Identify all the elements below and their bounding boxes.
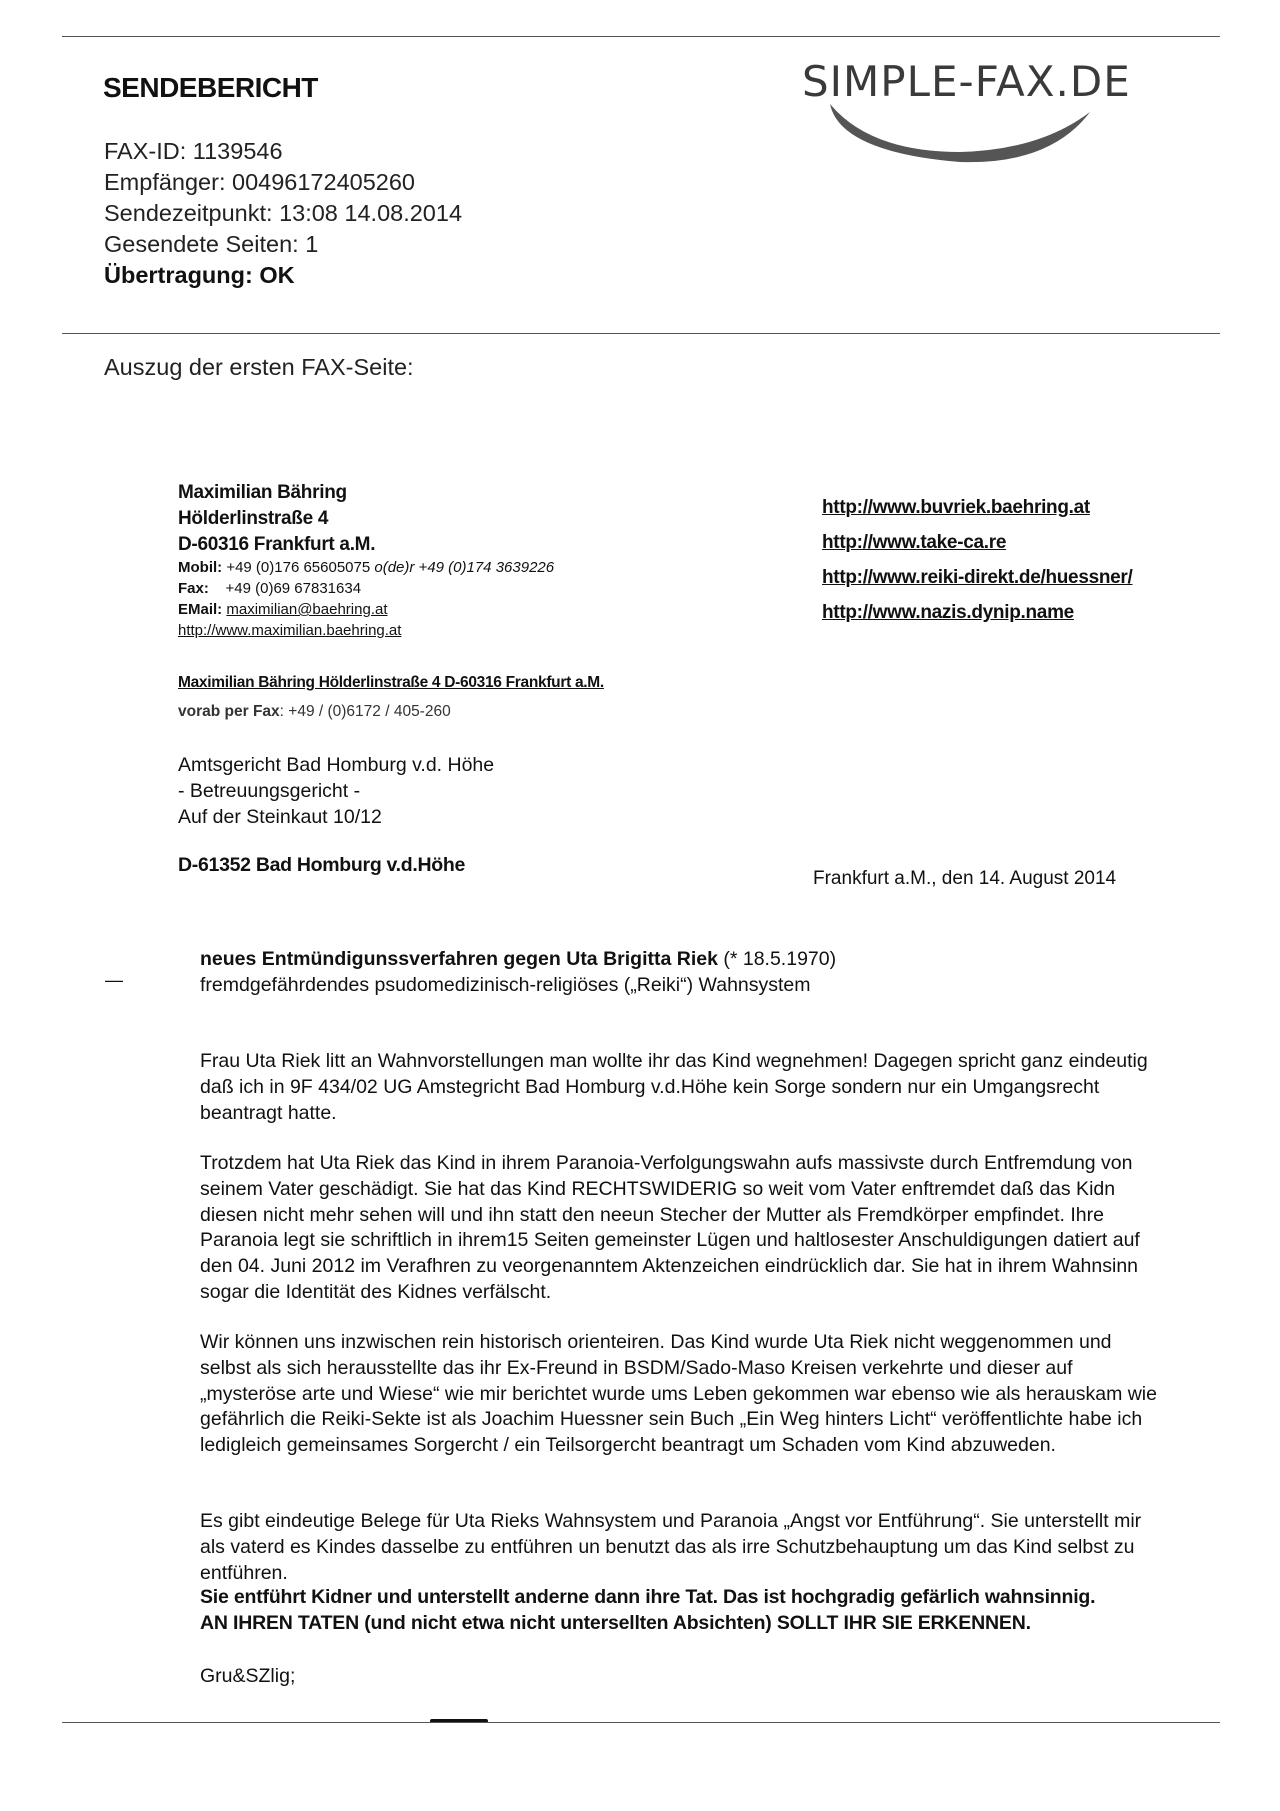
middle-rule	[62, 333, 1220, 334]
fax-value: +49 (0)69 67831634	[208, 580, 362, 597]
recipient-line2: - Betreuungsgericht -	[178, 780, 361, 802]
fax-recipient: Empfänger: 00496172405260	[104, 169, 415, 195]
pages-sent: Gesendete Seiten: 1	[104, 231, 319, 257]
mobil-alt: o(de)r +49 (0)174 3639226	[374, 559, 555, 576]
email-line	[178, 599, 554, 620]
bold-line2	[200, 1611, 1160, 1637]
paragraph-1: Frau Uta Riek litt an Wahnvorstellungen man wollte ihr das Kind wegnehmen! Dagegen spricht ganz eindeutig daß ich in 9F 434/02 UG Amstegricht Bad Homburg v.d.Höhe kein Sorge sondern nur ein Umgangsrecht beantragt hatte.	[200, 1050, 1148, 1124]
sender-address	[178, 480, 375, 558]
vorab-label: vorab per Fax	[178, 703, 280, 720]
excerpt-label: Auszug der ersten FAX-Seite:	[104, 354, 414, 380]
website-line	[178, 620, 554, 641]
bold-statement	[200, 1585, 1160, 1637]
bold-line1: Sie entführt Kidner und unterstellt anderne dann ihre Tat. Das ist hochgradig gefärlich wahnsinnig.	[200, 1586, 1096, 1608]
send-time: Sendezeitpunkt: 13:08 14.08.2014	[104, 200, 463, 226]
bold-line2-b: (und nicht etwa nicht untersellten Absichten)	[358, 1611, 777, 1634]
recipient-city: D-61352 Bad Homburg v.d.Höhe	[178, 854, 466, 876]
simple-fax-logo	[800, 52, 1200, 167]
logo-text: SIMPLE-FAX.DE	[802, 57, 1131, 106]
fax-metadata	[104, 136, 462, 291]
recipient-line3: Auf der Steinkaut 10/12	[178, 806, 382, 828]
email-label: EMail:	[178, 601, 223, 618]
subject	[200, 946, 836, 998]
link-nazis-dynip[interactable]: http://www.nazis.dynip.name	[822, 602, 1074, 623]
mobil-line	[178, 557, 554, 578]
email-link[interactable]: maximilian@baehring.at	[226, 601, 388, 618]
subject-line1	[200, 946, 836, 972]
subject-bold: neues Entmündigunssverfahren gegen Uta Brigitta Riek	[200, 948, 718, 970]
top-rule	[62, 36, 1220, 37]
website-link[interactable]: http://www.maximilian.baehring.at	[178, 622, 402, 639]
closing: Gru&SZlig;	[200, 1665, 296, 1687]
mobil-value: +49 (0)176 65605075	[222, 559, 375, 576]
fax-label: Fax:	[178, 580, 209, 597]
sender-contact	[178, 557, 554, 641]
link-buvriek[interactable]: http://www.buvriek.baehring.at	[822, 497, 1090, 518]
bold-line2-a: AN IHREN TATEN	[200, 1611, 359, 1634]
paragraph-3: Wir können uns inzwischen rein historisch orienteiren. Das Kind wurde Uta Riek nicht weggenommen und selbst als sich herausstellte das ihr Ex-Freund in BSDM/Sado-Maso Kreisen verkehrte und dieser auf „mysteröse arte und Wiese“ wie mir berichtet wurde ums Leben gekommen war ebenso wie als herauskam wie gefährlich die Reiki-Sekte ist als Joachim Huessner sein Buch „Ein Weg hinters Licht“ veröffentlichte habe ich ledigleich gemeinsames Sorgercht / ein Teilsorgercht beantragt um Schaden vom Kind abzuweden.	[200, 1331, 1157, 1457]
subject-line2: fremdgefährdendes psudomedizinisch-religiöses („Reiki“) Wahnsystem	[200, 974, 811, 996]
margin-dash: —	[105, 970, 123, 990]
sender-name: Maximilian Bähring	[178, 482, 347, 503]
date-line: Frankfurt a.M., den 14. August 2014	[813, 868, 1117, 889]
bottom-rule	[62, 1722, 1220, 1723]
report-title: SENDEBERICHT	[103, 72, 318, 103]
subject-rest: (* 18.5.1970)	[717, 948, 837, 970]
link-list	[822, 490, 1133, 630]
fax-line	[178, 578, 554, 599]
vorab-number: : +49 / (0)6172 / 405-260	[279, 703, 451, 720]
paragraph-4: Es gibt eindeutige Belege für Uta Rieks Wahnsystem und Paranoia „Angst vor Entführung“. Sie unterstellt mir als vaterd es Kindes dasselbe zu entführen un benutzt das als irre Schutzbehauptung um das Kind selbst zu entführen.	[200, 1510, 1142, 1584]
sender-street: Hölderlinstraße 4	[178, 508, 329, 529]
vorab-fax-line	[178, 703, 451, 721]
fax-id: FAX-ID: 1139546	[104, 138, 283, 164]
sender-city: D-60316 Frankfurt a.M.	[178, 534, 376, 555]
transmission-status: Übertragung: OK	[104, 262, 295, 288]
logo-swoosh	[830, 104, 1090, 162]
return-address: Maximilian Bähring Hölderlinstraße 4 D-60316 Frankfurt a.M.	[178, 674, 604, 691]
link-take-care[interactable]: http://www.take-ca.re	[822, 532, 1007, 553]
link-reiki-direkt[interactable]: http://www.reiki-direkt.de/huessner/	[822, 567, 1133, 588]
recipient-address	[178, 752, 494, 830]
bold-line2-c: SOLLT IHR SIE ERKENNEN.	[776, 1611, 1031, 1634]
paragraph-2: Trotzdem hat Uta Riek das Kind in ihrem Paranoia-Verfolgungswahn aufs massivste durch Entfremdung von seinem Vater geschädigt. Sie hat das Kind RECHTSWIDERIG so weit vom Vater enftremdet daß das Kidn diesen nicht mehr sehen will und ihn statt den neeun Stecher der Mutter als Fremdkörper empfindet. Ihre Paranoia legt sie schriftlich in ihrem15 Seiten gemeinster Lügen und haltlosester Anschuldigungen datiert auf den 04. Juni 2012 im Verafhren zu veorgenanntem Aktenzeichen eindrücklich dar. Sie hat in ihrem Wahnsinn sogar die Identität des Kidnes verfälscht.	[200, 1152, 1140, 1303]
mobil-label: Mobil:	[178, 559, 223, 576]
recipient-line1: Amtsgericht Bad Homburg v.d. Höhe	[178, 754, 495, 776]
